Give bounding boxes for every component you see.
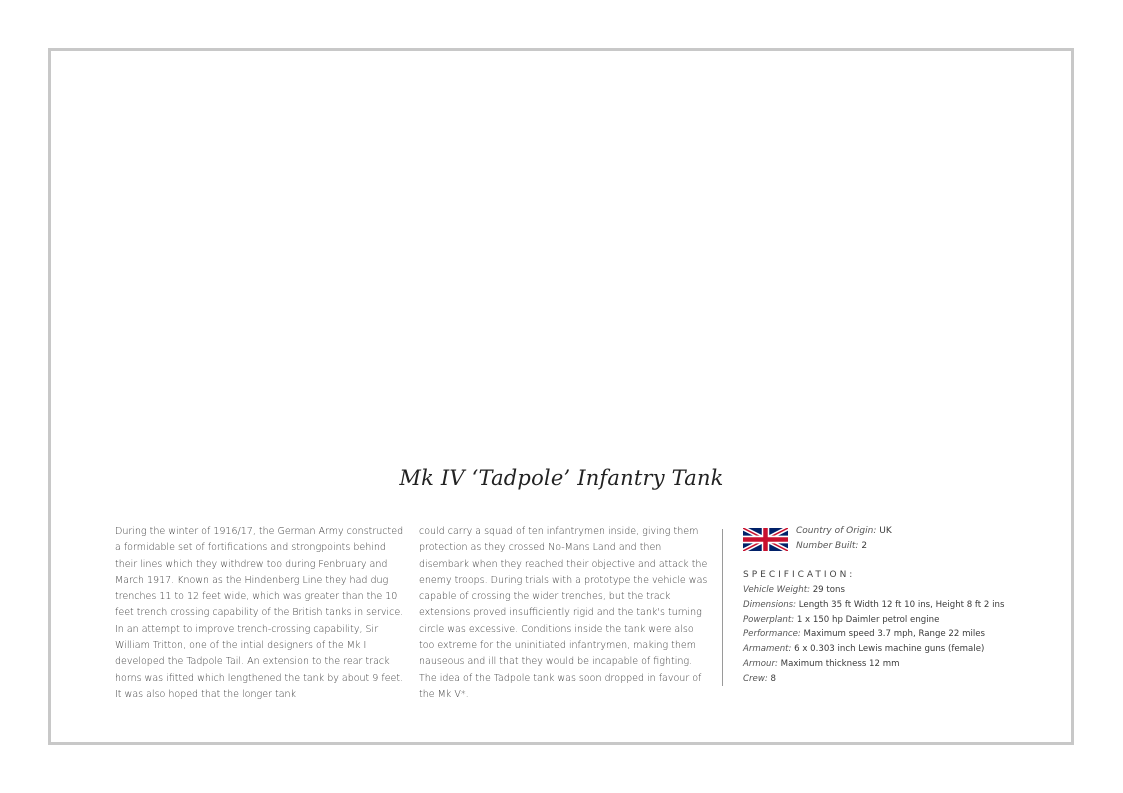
built-value: 2 <box>861 541 868 551</box>
description-column-2: could carry a squad of ten infantrymen inside, giving them protection as they crossed No-Mans Land and then disembark when they reached their objective and attack the enemy troops. During trials with a prototype the vehicle was capable of crossing the wider trenches, but the track extensions proved insufficiently rigid and the tank's turning circle was excessive. Conditions inside the tank were also too extreme for the uninitiated infantrymen, making them nauseous and ill that they would be incapable of fighting. The idea of the Tadpole tank was soon dropped in favour of the Mk V*. <box>419 526 708 700</box>
spec-label: Armament: <box>743 644 792 655</box>
page-title: Mk IV ‘Tadpole’ Infantry Tank <box>399 466 724 490</box>
spec-label: Armour: <box>743 658 778 669</box>
country-of-origin <box>796 524 892 539</box>
specification-list <box>743 583 1004 687</box>
spec-value: Maximum thickness 12 mm <box>780 658 900 669</box>
spec-row-performance <box>743 627 1004 642</box>
spec-value: Length 35 ft Width 12 ft 10 ins, Height 8 ft 2 ins <box>798 599 1005 610</box>
spec-label: Powerplant: <box>743 614 795 625</box>
specification-heading: SPECIFICATION: <box>743 570 856 580</box>
union-jack-flag-icon <box>743 528 788 551</box>
spec-value: 29 tons <box>812 585 845 595</box>
spec-label: Vehicle Weight: <box>743 585 810 595</box>
built-label: Number Built: <box>796 541 859 551</box>
spec-row-powerplant <box>743 613 1004 628</box>
spec-label: Performance: <box>743 629 801 640</box>
spec-row-dimensions <box>743 598 1004 613</box>
number-built <box>796 539 892 554</box>
spec-value: Maximum speed 3.7 mph, Range 22 miles <box>803 629 985 640</box>
origin-info <box>796 524 892 554</box>
country-label: Country of Origin: <box>796 526 877 536</box>
spec-row-crew <box>743 672 1004 687</box>
spec-row-weight <box>743 583 1004 598</box>
spec-value: 8 <box>770 673 776 684</box>
spec-value: 1 x 150 hp Daimler petrol engine <box>796 614 940 625</box>
description-column-1: During the winter of 1916/17, the German Army constructed a formidable set of fortifications and strongpoints behind their lines which they withdrew too during Fenbruary and March 1917. Known as the Hindenberg Line they had dug trenches 11 to 12 feet wide, which was greater than the 10 feet trench crossing capability of the British tanks in service. In an attempt to improve trench-crossing capability, Sir William Tritton, one of the intial designers of the Mk I developed the Tadpole Tail. An extension to the rear track horns was ifitted which lengthened the tank by about 9 feet. It was also hoped that the longer tank <box>115 526 404 700</box>
spec-label: Dimensions: <box>743 599 797 610</box>
spec-row-armour <box>743 657 1004 672</box>
spec-value: 6 x 0.303 inch Lewis machine guns (female) <box>794 644 985 655</box>
column-divider <box>722 529 723 686</box>
spec-label: Crew: <box>743 673 768 684</box>
spec-row-armament <box>743 642 1004 657</box>
country-value: UK <box>879 526 892 536</box>
